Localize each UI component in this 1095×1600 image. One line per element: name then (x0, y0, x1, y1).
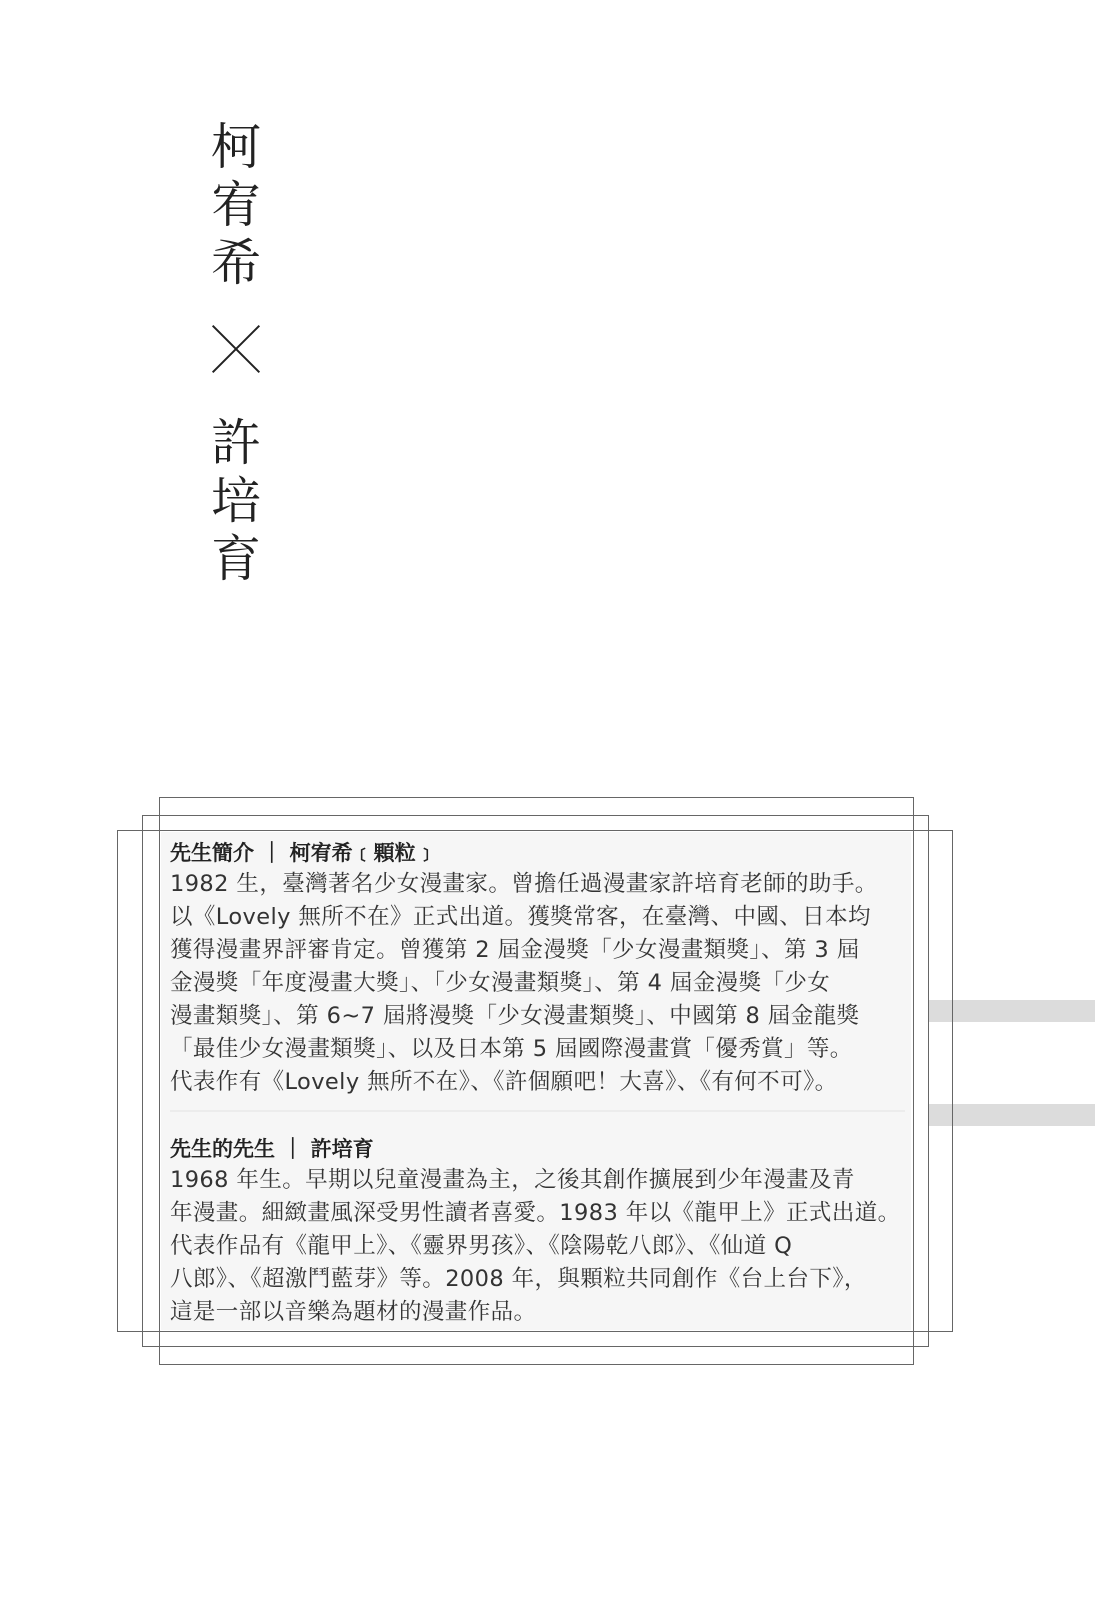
bio-section-hsu (170, 1134, 905, 1329)
bio-heading: 先生的先生 ｜ 許培育 (170, 1137, 374, 1161)
bio-line: 1968 年生。早期以兒童漫畫為主，之後其創作擴展到少年漫畫及青 (170, 1167, 855, 1193)
title-char: 許 (211, 414, 261, 472)
bio-heading: 先生簡介 ｜ 柯宥希﹝顆粒﹞ (170, 841, 437, 865)
decorative-gray-bar (928, 1104, 1095, 1126)
title-char: 宥 (211, 176, 261, 234)
bio-line: 「最佳少女漫畫類獎」、以及日本第 5 屆國際漫畫賞「優秀賞」等。 (170, 1036, 853, 1062)
section-divider (170, 1110, 905, 1112)
title-char: 希 (211, 234, 261, 292)
bio-line: 這是一部以音樂為題材的漫畫作品。 (170, 1299, 537, 1325)
bio-line: 以《Lovely 無所不在》正式出道。獲獎常客，在臺灣、中國、日本均 (170, 904, 871, 930)
bio-line: 1982 生，臺灣著名少女漫畫家。曾擔任過漫畫家許培育老師的助手。 (170, 871, 878, 897)
bio-line: 金漫獎「年度漫畫大獎」、「少女漫畫類獎」、第 4 屆金漫獎「少女 (170, 970, 831, 996)
bio-line: 代表作品有《龍甲上》、《靈界男孩》、《陰陽乾八郎》、《仙道 Q (170, 1233, 793, 1259)
cross-separator (211, 322, 261, 378)
title-char: 育 (211, 530, 261, 588)
bio-line: 獲得漫畫界評審肯定。曾獲第 2 屆金漫獎「少女漫畫類獎」、第 3 屆 (170, 937, 860, 963)
bio-line: 年漫畫。細緻畫風深受男性讀者喜愛。1983 年以《龍甲上》正式出道。 (170, 1200, 901, 1226)
bio-line: 漫畫類獎」、第 6~7 屆將漫獎「少女漫畫類獎」、中國第 8 屆金龍獎 (170, 1003, 860, 1029)
title-char: 培 (211, 472, 261, 530)
decorative-gray-bar (928, 1000, 1095, 1022)
bio-section-ko (170, 838, 905, 1099)
vertical-title (206, 118, 266, 588)
title-char: 柯 (211, 118, 261, 176)
bio-line: 八郎》、《超激鬥藍芽》等。2008 年，與顆粒共同創作《台上台下》， (170, 1266, 867, 1292)
bio-line: 代表作有《Lovely 無所不在》、《許個願吧！大喜》、《有何不可》。 (170, 1069, 838, 1095)
